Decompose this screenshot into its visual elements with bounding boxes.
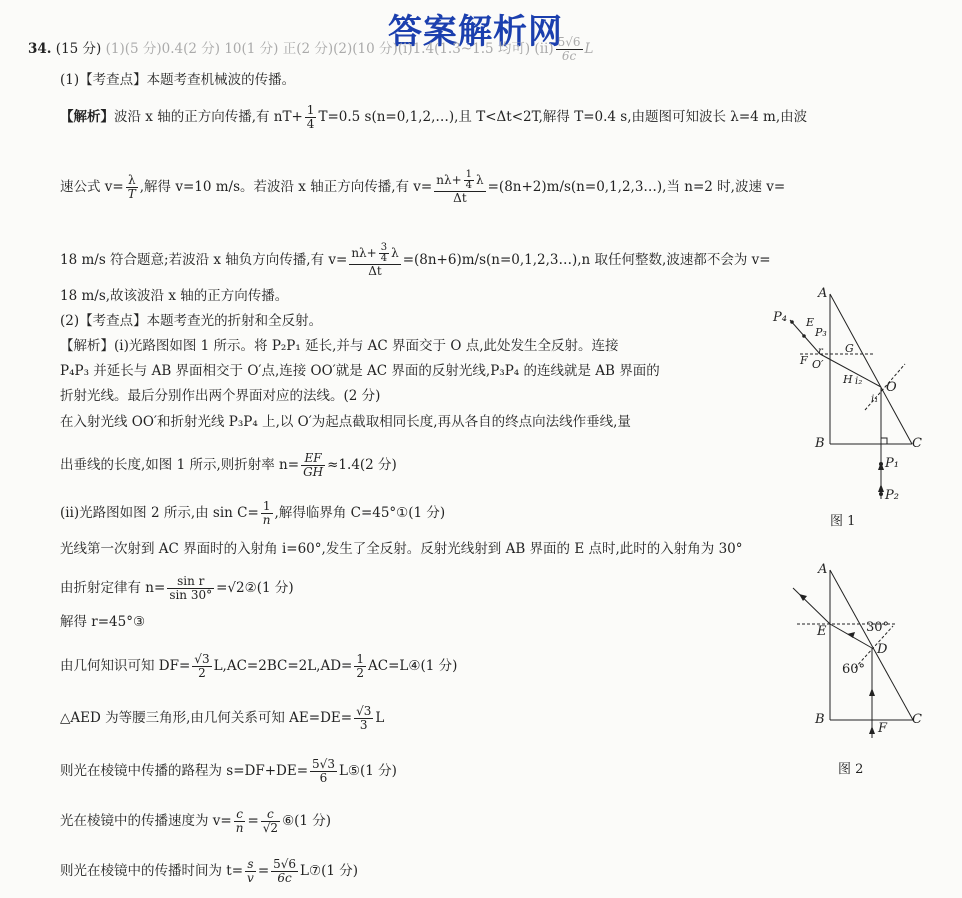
p2-line7: 光线第一次射到 AC 界面时的入射角 i=60°,发生了全反射。反射光线射到 AB 界面的 E 点时,此时的入射角为 30° — [60, 541, 743, 557]
fig1-label-i1: i₁ — [871, 394, 879, 405]
prism-edge-ac — [830, 294, 912, 444]
p2-line10: 由几何知识可知 DF= $\frac{√3}{2}$ L,AC=2BC=2L,AD= $\frac{1}{2}$ AC=L④(1 分) — [60, 652, 458, 680]
p2-line9: 解得 r=45°③ — [60, 614, 146, 630]
answer-fraction: $\frac{5√6}{6c}$ — [557, 35, 581, 63]
fig2-label-d: D — [877, 642, 888, 657]
p1-line3: 18 m/s 符合题意;若波沿 x 轴负方向传播,有 v= nλ+ $\frac{3}{4}$ λ Δt =(8n+6)m/s(n=0,1,2,3…),n 取任何整数,波速都不会为 v= — [60, 242, 771, 278]
fig1-label-a: A — [818, 286, 828, 301]
fig1-label-c: C — [912, 436, 922, 451]
p2-line3: 折射光线。最后分别作出两个界面对应的法线。(2 分) — [60, 388, 381, 404]
p2-kaodian: (2)【考查点】本题考查光的折射和全反射。 — [60, 313, 323, 329]
fig1-label-p1: P₁ — [885, 456, 899, 471]
fig1-label-p3: P₃ — [815, 326, 827, 339]
fig1-label-o: O — [886, 380, 897, 395]
p2-line6: (ⅱ)光路图如图 2 所示,由 sin C= $\frac{1}{n}$ ,解得临界角 C=45°①(1 分) — [60, 499, 446, 527]
watermark: 答案解析网 — [388, 12, 563, 52]
answer-header: 34. (15 分) (1)(5 分)0.4(2 分) 10(1 分) 正(2 分)(2)(10 分)(ⅰ)1.4(1.3~1.5 均可) (ⅱ) $\frac{5√6}{6c}$ L — [28, 35, 594, 63]
fig2-label-a: A — [818, 562, 828, 577]
fig2-caption: 图 2 — [838, 762, 864, 777]
p2-line1: 【解析】(ⅰ)光路图如图 1 所示。将 P₂P₁ 延长,并与 AC 界面交于 O 点,此处发生全反射。连接 — [60, 338, 619, 354]
figure-1-light-path — [770, 284, 930, 524]
p2-line12: 则光在棱镜中传播的路程为 s=DF+DE= $\frac{5√3}{6}$ L⑤(1 分) — [60, 757, 397, 785]
fig1-label-e: E — [806, 316, 815, 329]
fig1-label-f: F — [800, 354, 808, 367]
p2-line4: 在入射光线 OO′和折射光线 P₃P₄ 上,以 O′为起点截取相同长度,再从各自的终点向法线作垂线,量 — [60, 414, 631, 430]
question-number: 34. — [28, 41, 52, 57]
fig1-label-o-prime: O′ — [812, 358, 824, 371]
p2-line11: △AED 为等腰三角形,由几何关系可知 AE=DE= $\frac{√3}{3}$ L — [60, 704, 385, 732]
fig2-label-c: C — [912, 712, 922, 727]
fig2-label-b: B — [815, 712, 825, 727]
refracted-ray — [793, 588, 830, 624]
fig1-label-i2: i₂ — [855, 376, 863, 387]
p1-kaodian: (1)【考查点】本题考查机械波的传播。 — [60, 72, 296, 88]
fig1-label-r: r — [818, 346, 823, 357]
p2-line2: P₄P₃ 并延长与 AB 界面相交于 O′点,连接 OO′就是 AC 界面的反射光线,P₃P₄ 的连线就是 AB 界面的 — [60, 363, 660, 379]
p2-line5: 出垂线的长度,如图 1 所示,则折射率 n= $\frac{EF}{GH}$ ≈1.4(2 分) — [60, 451, 397, 479]
fig1-label-p4: P₄ — [773, 310, 787, 325]
answer-summary: (1)(5 分)0.4(2 分) 10(1 分) 正(2 分)(2)(10 分)(ⅰ)1.4(1.3~1.5 均可) (ⅱ) — [105, 41, 554, 57]
fig1-label-g: G — [845, 342, 854, 355]
p1-line4: 18 m/s,故该波沿 x 轴的正方向传播。 — [60, 288, 289, 304]
p2-line14: 则光在棱镜中的传播时间为 t= $\frac{s}{v}$ = $\frac{5√6}{6c}$ L⑦(1 分) — [60, 857, 359, 885]
fig2-label-e: E — [817, 624, 827, 639]
fig2-label-f: F — [878, 721, 888, 736]
total-score: (15 分) — [55, 41, 102, 57]
fig1-label-p2: P₂ — [885, 488, 899, 503]
fig2-label-30deg: 30° — [866, 620, 890, 635]
p1-line2: 速公式 v= $\frac{\lambda}{T}$ ,解得 v=10 m/s。若波沿 x 轴正方向传播,有 v= nλ+ $\frac{1}{4}$ λ Δt =(8n+2)m/s(n=0,1,2,3…),当 n=2 时,波速 v= — [60, 169, 786, 205]
p2-line13: 光在棱镜中的传播速度为 v= $\frac{c}{n}$ = $\frac{c}{√2}$ ⑥(1 分) — [60, 807, 332, 835]
fig1-label-h: H — [843, 373, 853, 386]
p1-line1: 【解析】波沿 x 轴的正方向传播,有 nT+ $\frac{1}{4}$ T=0.5 s(n=0,1,2,…),且 T<Δt<2T,解得 T=0.4 s,由题图可知波长 λ=4 m,由波 — [60, 103, 808, 131]
p2-line8: 由折射定律有 n= $\frac{\text{sin r}}{\sin 30^\circ}$ =√2②(1 分) — [60, 574, 294, 602]
fig1-caption: 图 1 — [830, 514, 856, 529]
fig2-label-60deg: 60° — [842, 662, 866, 677]
fig1-label-b: B — [815, 436, 825, 451]
